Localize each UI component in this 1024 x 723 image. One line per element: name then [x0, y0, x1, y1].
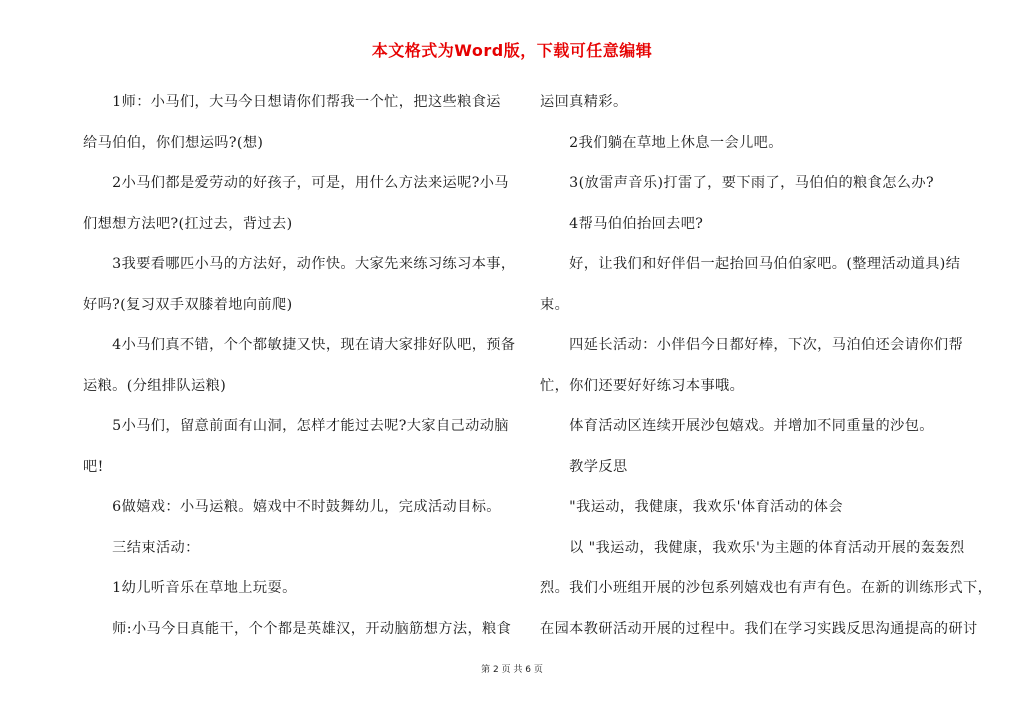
text-line: 忙，你们还要好好练习本事哦。 — [540, 377, 745, 394]
right-column — [540, 82, 993, 649]
text-line: 1幼儿听音乐在草地上玩耍。 — [83, 580, 297, 596]
text-line: 3我要看哪匹小马的方法好，动作快。大家先来练习练习本事， — [83, 256, 516, 272]
text-line: 三结束活动： — [83, 539, 200, 556]
text-line: 教学反思 — [540, 458, 628, 475]
text-line: "我运动，我健康，我欢乐'体育活动的体会 — [540, 499, 843, 515]
text-line: 们想想方法吧?(扛过去，背过去) — [83, 215, 293, 232]
text-line: 在园本教研活动开展的过程中。我们在学习实践反思沟通提高的研讨 — [540, 620, 978, 637]
page-number-footer: 第 2 页 共 6 页 — [481, 665, 543, 675]
text-line: 体育活动区连续开展沙包嬉戏。并增加不同重量的沙包。 — [540, 418, 934, 434]
text-line: 好吗?(复习双手双膝着地向前爬) — [83, 296, 293, 313]
text-line: 运回真精彩。 — [540, 94, 628, 110]
text-line: 束。 — [540, 296, 570, 313]
text-line: 2小马们都是爱劳动的好孩子，可是，用什么方法来运呢?小马 — [83, 175, 509, 191]
text-line: 四延长活动：小伴侣今日都好棒，下次，马泊伯还会请你们帮 — [540, 337, 964, 353]
text-line: 5小马们，留意前面有山洞，怎样才能过去呢?大家自己动动脑 — [83, 418, 509, 434]
text-line: 好，让我们和好伴侣一起抬回马伯伯家吧。(整理活动道具)结 — [540, 256, 961, 272]
text-line: 运粮。(分组排队运粮) — [83, 377, 227, 394]
text-line: 以 "我运动，我健康，我欢乐'为主题的体育活动开展的轰轰烈 — [540, 539, 965, 556]
text-line: 烈。我们小班组开展的沙包系列嬉戏也有声有色。在新的训练形式下， — [540, 580, 993, 596]
text-line: 4帮马伯伯抬回去吧? — [540, 215, 704, 232]
text-line: 给马伯伯，你们想运吗?(想) — [83, 134, 264, 151]
text-line: 师:小马今日真能干，个个都是英雄汉，开动脑筋想方法，粮食 — [83, 620, 512, 637]
text-line: 2我们躺在草地上休息一会儿吧。 — [540, 134, 783, 151]
text-line: 6做嬉戏：小马运粮。嬉戏中不时鼓舞幼儿，完成活动目标。 — [83, 499, 501, 515]
text-line: 1师：小马们，大马今日想请你们帮我一个忙，把这些粮食运 — [83, 94, 501, 110]
left-column — [83, 82, 523, 649]
text-line: 4小马们真不错，个个都敏捷又快，现在请大家排好队吧，预备 — [83, 337, 516, 353]
document-header: 本文格式为Word版，下载可任意编辑 — [371, 41, 653, 60]
text-line: 3(放雷声音乐)打雷了，要下雨了，马伯伯的粮食怎么办? — [540, 175, 934, 191]
text-line: 吧! — [83, 458, 104, 475]
